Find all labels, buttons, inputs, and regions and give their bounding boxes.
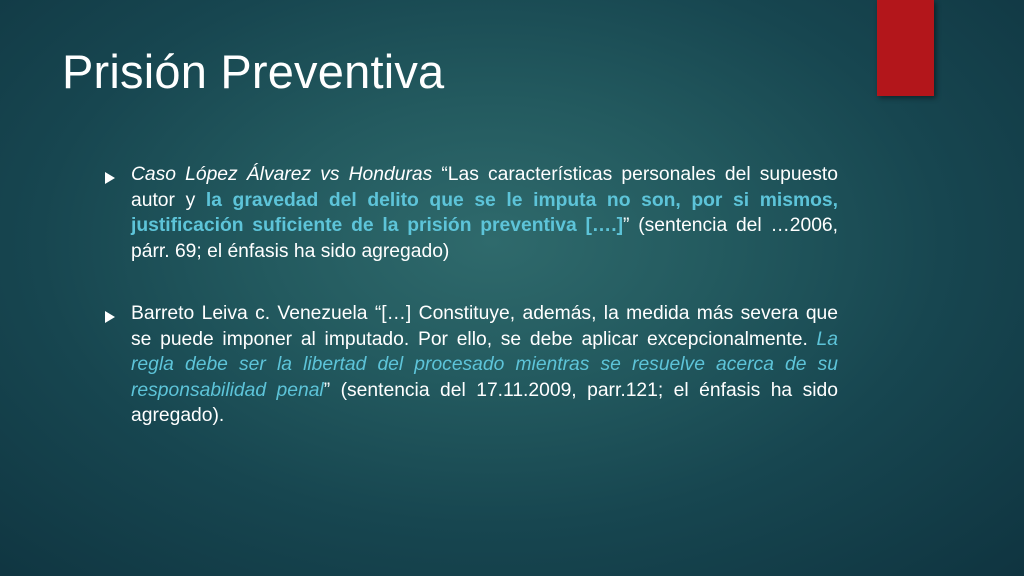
case-name: Caso López Álvarez vs Honduras (131, 164, 433, 185)
bullet-item-lopez-alvarez (100, 162, 838, 264)
bullet-text (131, 301, 838, 429)
emphasized-text: La regla debe ser la libertad del procesado mientras se resuelve acerca de su responsabilidad penal (131, 328, 838, 401)
bullet-text (131, 162, 838, 264)
emphasized-text: la gravedad del delito que se le imputa no son, por si mismos, justificación suficiente de la prisión preventiva [….] (131, 189, 838, 236)
citation-text: ” (sentencia del 17.11.2009, parr.121; el énfasis ha sido agregado). (131, 379, 838, 426)
quote-text: “Las características personales del supuesto autor y (131, 164, 838, 211)
bullet-item-barreto-leiva (100, 301, 838, 429)
triangle-right-icon (105, 172, 115, 184)
red-accent-bar (877, 0, 934, 96)
citation-text: ” (sentencia del …2006, párr. 69; el énfasis ha sido agregado) (131, 215, 838, 262)
case-name: Barreto Leiva c. Venezuela (131, 303, 368, 324)
triangle-right-icon (105, 311, 115, 323)
quote-text: “[…] Constituye, además, la medida más severa que se puede imponer al imputado. Por ello, se debe aplicar excepcionalmente. (131, 303, 839, 350)
bullet-list (100, 162, 838, 466)
slide-title: Prisión Preventiva (62, 45, 445, 98)
